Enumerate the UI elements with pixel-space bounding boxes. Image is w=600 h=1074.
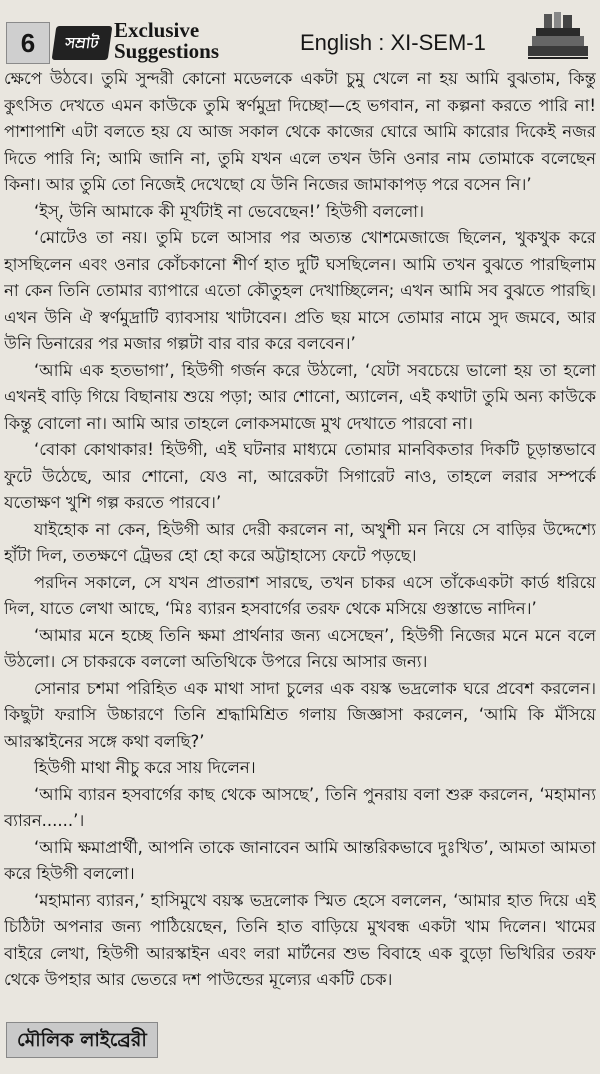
page-number: 6	[6, 22, 50, 64]
paragraph: ‘আমি এক হতভাগা’, হিউগী গর্জন করে উঠলো, ‘যেটা সবচেয়ে ভালো হয় তা হলো এখনই বাড়ি গিয়ে বিছানায় শুয়ে পড়া; আর শোনো, অ্যালেন, এই কথাটা তুমি অন্য কাউকে কিন্তু বোলো না। আমি আর তাহলে লোকসমাজে মুখ দেখাতে পারবো না।	[4, 360, 596, 433]
paragraph: পরদিন সকালে, সে যখন প্রাতরাশ সারছে, তখন চাকর এসে তাঁকেএকটা কার্ড ধরিয়ে দিল, যাতে লেখা আছে, ‘মিঃ ব্যারন হসবার্গের তরফ থেকে মসিয়ে গুস্তাভে নাদিন।’	[4, 572, 596, 618]
subject-title: English : XI-SEM-1	[300, 30, 486, 55]
paragraph: ক্ষেপে উঠবে। তুমি সুন্দরী কোনো মডেলকে একটা চুমু খেলে না হয় আমি বুঝতাম, কিন্তু কুৎসিত দেখতে এমন কাউকে তুমি স্বর্ণমুদ্রা দিচ্ছো—হে ভগবান, না কল্পনা করতে পারি না! পাশাপাশি এটা বলতে হয় যে আজ সকাল থেকে কাজের ঘোরে আমি কারোর দিকেই নজর দিতে পারি নি; আমি জানি না, তুমি যখন এলে তখন উনি ওনার নাম তোমাকে বলেছেন কিনা। আর তুমি তো নিজেই দেখেছো যে উনি নিজের জামাকাপড় পরে বসেন নি।’	[4, 69, 596, 194]
paragraph: ‘আমি ব্যারন হসবার্গের কাছ থেকে আসছে’, তিনি পুনরায় বলা শুরু করলেন, ‘মহামান্য ব্যারন......’।	[4, 784, 596, 830]
paragraph: ‘আমি ক্ষমাপ্রার্থী, আপনি তাকে জানাবেন আমি আন্তরিকভাবে দুঃখিত’, আমতা আমতা করে হিউগী বললো।	[4, 837, 596, 883]
paragraph: হিউগী মাথা নীচু করে সায় দিলেন।	[34, 758, 256, 777]
paragraph: যাইহোক না কেন, হিউগী আর দেরী করলেন না, অখুশী মন নিয়ে সে বাড়ির উদ্দেশ্যে হাঁটা দিল, ততক্ষণে ট্রেভর হো হো করে অট্টাহাস্যে ফেটে পড়ছে।	[4, 519, 596, 565]
paragraph: ‘মহামান্য ব্যারন,’ হাসিমুখে বয়স্ক ভদ্রলোক স্মিত হেসে বললেন, ‘আমার হাত দিয়ে এই চিঠিটা অপনার জন্য পাঠিয়েছেন, তিনি হাত বাড়িয়ে মুখবন্ধ একটা খাম দিলেন। খামের বাইরে লেখা, হিউগী আরস্কাইন এবং লরা মার্টনের শুভ বিবাহে এক বুড়ো ভিখিরির তরফ থেকে উপহার আর ভেতরে দশ পাউন্ডের মূল্যের একটি চেক।	[4, 890, 596, 989]
paragraph: ‘মোটেও তা নয়। তুমি চলে আসার পর অত্যন্ত খোশমেজাজে ছিলেন, খুকখুক করে হাসছিলেন এবং ওনার কোঁচকানো শীর্ণ হাত দুটি ঘসছিলেন। আমি তখন বুঝতে পারছিলাম না কেন তিনি তোমার ব্যাপারে এতো কৌতুহল দেখাচ্ছিলেন; এখন আমি সব বুঝতে পারছি। এখন উনি ঐ স্বর্ণমুদ্রাটি ব্যাবসায় খাটাবেন। প্রতি ছয় মাসে তোমার নামে সুদ জমবে, আর উনি ডিনারের পর মজার গল্পটা বার বার করে বলবেন।’	[4, 228, 596, 353]
page-header	[0, 0, 600, 64]
paragraph: ‘বোকা কোথাকার! হিউগী, এই ঘটনার মাধ্যমে তোমার মানবিকতার দিকটি চূড়ান্তভাবে ফুটে উঠেছে, আর শোনো, যেও না, আরেকটা সিগারেট নাও, তাহলে লরার সম্পর্কে যতোক্ষণ খুশি গল্প করতে পারবে।’	[4, 440, 596, 512]
brand-title	[114, 20, 264, 62]
brand-logo: সম্রাট	[52, 26, 113, 60]
brand-line-2: Suggestions	[114, 39, 220, 63]
story-text	[4, 66, 596, 1020]
paragraph: সোনার চশমা পরিহিত এক মাথা সাদা চুলের এক বয়স্ক ভদ্রলোক ঘরে প্রবেশ করলেন। কিছুটা ফরাসি উচ্চারণে তিনি শ্রদ্ধামিশ্রিত গলায় জিজ্ঞাসা করলেন, ‘আমি কি মঁসিয়ে আরস্কাইনের সঙ্গে কথা বলছি?’	[4, 678, 596, 751]
brand-line-1: Exclusive	[114, 18, 200, 42]
paragraph: ‘আমার মনে হচ্ছে তিনি ক্ষমা প্রার্থনার জন্য এসেছেন’, হিউগী নিজের মনে মনে বলে উঠলো। সে চাকরকে বললো অতিথিকে উপরে নিয়ে আসার জন্য।	[4, 625, 596, 671]
publisher-badge: মৌলিক লাইব্রেরী	[6, 1022, 158, 1058]
paragraph: ‘ইস্, উনি আমাকে কী মূর্খটাই না ভেবেছেন!’ হিউগী বললো।	[34, 201, 424, 221]
books-icon	[524, 10, 592, 62]
